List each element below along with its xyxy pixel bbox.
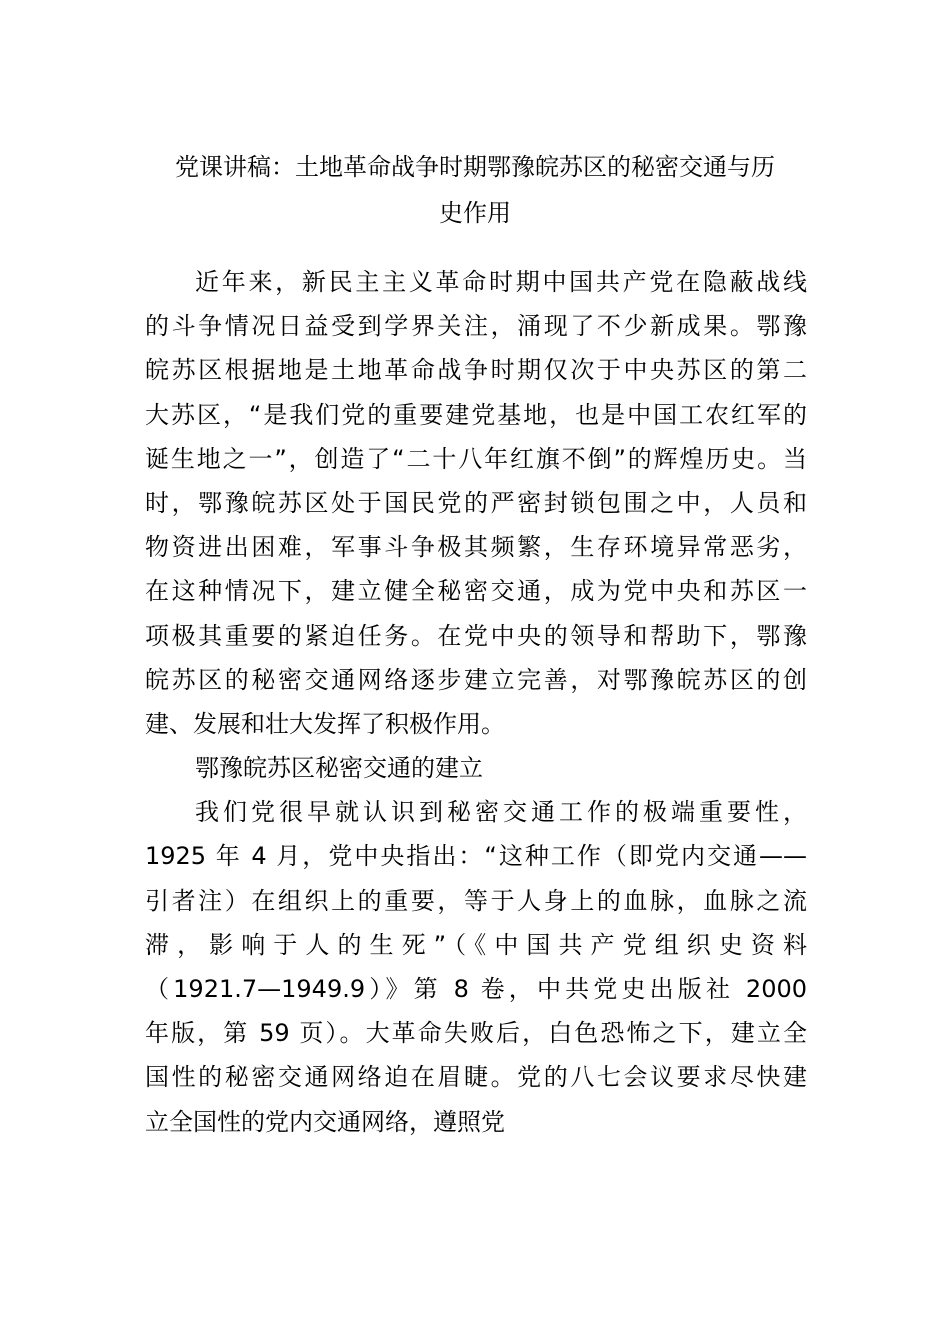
text-line: 近年来，新民主主义革命时期中国共产党在隐蔽战线	[195, 268, 807, 296]
text-line: 皖苏区根据地是土地革命战争时期仅次于中央苏区的第二	[145, 356, 807, 385]
text-line: 在这种情况下，建立健全秘密交通，成为党中央和苏区一	[145, 577, 807, 606]
title-line-2: 史作用	[439, 199, 511, 227]
text-line: 1925 年 4 月，党中央指出：“这种工作（即党内交通——	[145, 842, 807, 871]
paragraph-section-1	[145, 790, 807, 1144]
text-line: 滞，影响于人的生死”（《中国共产党组织史资料	[145, 930, 807, 959]
text-line: 物资进出困难，军事斗争极其频繁，生存环境异常恶劣，	[145, 533, 807, 562]
text-line: 大苏区，“是我们党的重要建党基地，也是中国工农红军的	[145, 400, 807, 429]
paragraph-intro	[145, 260, 807, 746]
title-line-1: 党课讲稿：土地革命战争时期鄂豫皖苏区的秘密交通与历	[175, 153, 775, 181]
text-line: 立全国性的党内交通网络，遵照党	[145, 1107, 505, 1136]
text-line: 建、发展和壮大发挥了积极作用。	[145, 709, 505, 738]
text-line: 时，鄂豫皖苏区处于国民党的严密封锁包围之中，人员和	[145, 488, 807, 517]
text-line: 我们党很早就认识到秘密交通工作的极端重要性，	[195, 798, 807, 827]
text-line: 诞生地之一”，创造了“二十八年红旗不倒”的辉煌历史。当	[145, 444, 807, 473]
document-body	[145, 260, 807, 1144]
text-line: 年版，第 59 页）。大革命失败后，白色恐怖之下，建立全	[145, 1019, 807, 1048]
text-line: 项极其重要的紧迫任务。在党中央的领导和帮助下，鄂豫	[145, 621, 807, 650]
text-line: （1921.7—1949.9）》第 8 卷，中共党史出版社 2000	[145, 975, 807, 1003]
text-line: 引者注）在组织上的重要，等于人身上的血脉，血脉之流	[145, 886, 807, 915]
document-title	[145, 144, 805, 236]
text-line: 国性的秘密交通网络迫在眉睫。党的八七会议要求尽快建	[145, 1063, 807, 1092]
section-heading: 鄂豫皖苏区秘密交通的建立	[195, 754, 483, 783]
text-line: 皖苏区的秘密交通网络逐步建立完善，对鄂豫皖苏区的创	[145, 665, 807, 694]
text-line: 的斗争情况日益受到学界关注，涌现了不少新成果。鄂豫	[145, 312, 807, 341]
